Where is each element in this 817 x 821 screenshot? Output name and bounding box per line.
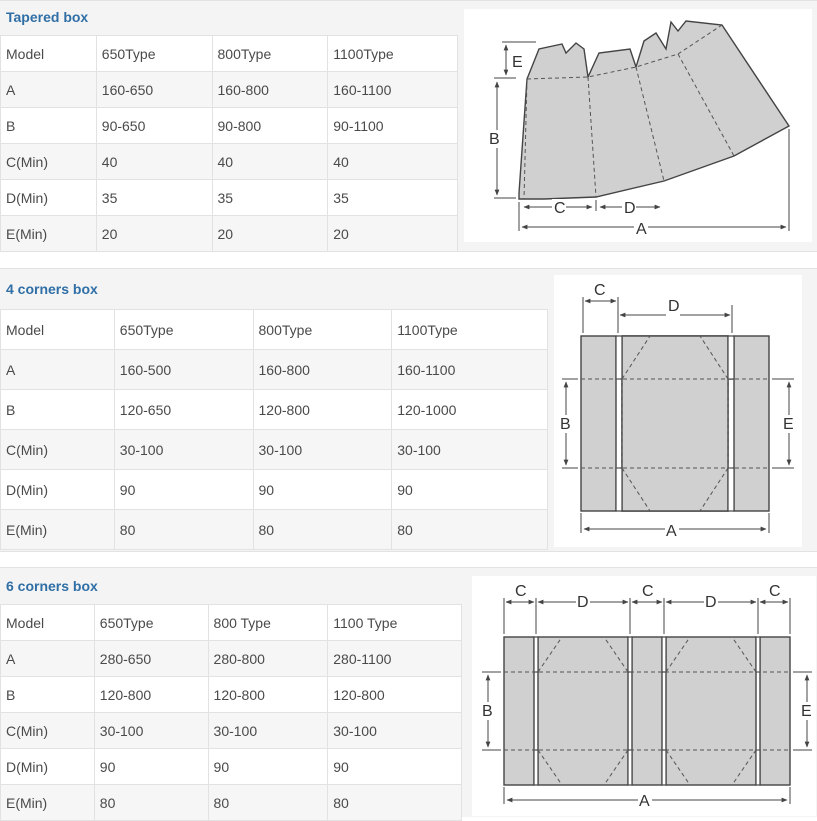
dimension-label-a: A <box>639 793 650 810</box>
dimension-label-b: B <box>482 703 493 720</box>
table-cell: 30-100 <box>392 430 548 470</box>
table-cell: 30-100 <box>208 713 328 749</box>
table-cell: 35 <box>96 180 212 216</box>
header-cell: Model <box>1 605 95 641</box>
row-label: B <box>1 390 115 430</box>
table-cell: 35 <box>212 180 328 216</box>
table-cell: 30-100 <box>253 430 392 470</box>
dimension-label-b: B <box>560 416 571 433</box>
row-label: D(Min) <box>1 470 115 510</box>
table-cell: 160-650 <box>96 72 212 108</box>
panel-c-left <box>504 637 534 785</box>
table-cell: 90 <box>328 749 462 785</box>
tapered-box-outline <box>519 21 789 199</box>
header-cell: 800 Type <box>208 605 328 641</box>
table-cell: 160-800 <box>212 72 328 108</box>
table-cell: 160-1100 <box>328 72 458 108</box>
header-cell: 650Type <box>94 605 208 641</box>
table-cell: 90 <box>114 470 253 510</box>
table-cell: 80 <box>328 785 462 821</box>
table-cell: 30-100 <box>114 430 253 470</box>
row-label: A <box>1 350 115 390</box>
dimension-label-d: D <box>705 594 717 611</box>
panel-d-left <box>538 637 628 785</box>
table-cell: 80 <box>94 785 208 821</box>
dimension-label-c: C <box>642 583 654 600</box>
table-row <box>1 677 462 713</box>
panel-c-right <box>760 637 790 785</box>
table-cell: 30-100 <box>94 713 208 749</box>
section-title: Tapered box <box>6 9 89 25</box>
header-cell: 800Type <box>212 36 328 72</box>
table-header-row <box>1 36 458 72</box>
table-cell: 280-1100 <box>328 641 462 677</box>
row-label: D(Min) <box>1 749 95 785</box>
table-row <box>1 430 548 470</box>
section-title: 6 corners box <box>6 578 98 594</box>
table-row <box>1 470 548 510</box>
table-row <box>1 72 458 108</box>
table-cell: 90-650 <box>96 108 212 144</box>
four-corners-spec-table <box>0 309 548 550</box>
tapered-box-diagram <box>464 9 812 242</box>
table-cell: 80 <box>253 510 392 550</box>
tapered-box-section <box>0 0 817 252</box>
four-corners-box-section <box>0 268 817 552</box>
row-label: C(Min) <box>1 713 95 749</box>
header-cell: Model <box>1 36 97 72</box>
row-label: A <box>1 72 97 108</box>
four-corners-box-drawing <box>554 275 802 547</box>
header-cell: 650Type <box>114 310 253 350</box>
table-cell: 80 <box>392 510 548 550</box>
tapered-box-drawing <box>464 9 812 242</box>
table-cell: 120-800 <box>328 677 462 713</box>
dimension-label-b: B <box>489 131 500 148</box>
right-flap <box>734 336 769 511</box>
table-cell: 280-800 <box>208 641 328 677</box>
row-label: C(Min) <box>1 430 115 470</box>
table-row <box>1 641 462 677</box>
dimension-label-e: E <box>783 416 794 433</box>
dimension-label-d: D <box>668 298 680 315</box>
table-cell: 40 <box>212 144 328 180</box>
header-cell: 1100Type <box>392 310 548 350</box>
dimension-label-d: D <box>624 200 636 217</box>
table-row <box>1 749 462 785</box>
header-cell: 650Type <box>96 36 212 72</box>
row-label: D(Min) <box>1 180 97 216</box>
row-label: E(Min) <box>1 510 115 550</box>
dimension-label-c: C <box>554 200 566 217</box>
dimension-label-a: A <box>666 523 677 540</box>
table-cell: 40 <box>328 144 458 180</box>
row-label: E(Min) <box>1 216 97 252</box>
header-cell: Model <box>1 310 115 350</box>
table-cell: 120-1000 <box>392 390 548 430</box>
table-row <box>1 785 462 821</box>
dimension-label-e: E <box>512 54 523 71</box>
header-cell: 1100Type <box>328 36 458 72</box>
dimension-label-e: E <box>801 703 812 720</box>
dimension-label-a: A <box>636 221 647 238</box>
row-label: C(Min) <box>1 144 97 180</box>
table-cell: 90-800 <box>212 108 328 144</box>
table-row <box>1 216 458 252</box>
table-cell: 160-500 <box>114 350 253 390</box>
table-cell: 120-650 <box>114 390 253 430</box>
table-header-row <box>1 605 462 641</box>
panel-c-middle <box>632 637 662 785</box>
panel-d-right <box>666 637 756 785</box>
table-cell: 20 <box>328 216 458 252</box>
table-row <box>1 510 548 550</box>
table-cell: 40 <box>96 144 212 180</box>
table-cell: 35 <box>328 180 458 216</box>
table-row <box>1 713 462 749</box>
tapered-box-spec-table <box>0 35 458 252</box>
row-label: E(Min) <box>1 785 95 821</box>
six-corners-box-diagram <box>472 576 816 816</box>
table-cell: 160-1100 <box>392 350 548 390</box>
table-cell: 20 <box>96 216 212 252</box>
four-corners-box-diagram <box>554 275 802 547</box>
six-corners-box-section <box>0 567 817 817</box>
row-label: B <box>1 108 97 144</box>
table-cell: 80 <box>114 510 253 550</box>
table-cell: 30-100 <box>328 713 462 749</box>
table-row <box>1 350 548 390</box>
six-corners-box-drawing <box>472 576 816 816</box>
dimension-label-d: D <box>577 594 589 611</box>
row-label: A <box>1 641 95 677</box>
dimension-label-c: C <box>769 583 781 600</box>
table-cell: 90 <box>94 749 208 785</box>
table-cell: 120-800 <box>253 390 392 430</box>
section-title: 4 corners box <box>6 281 98 297</box>
table-cell: 160-800 <box>253 350 392 390</box>
table-cell: 80 <box>208 785 328 821</box>
dimension-label-c: C <box>594 282 606 299</box>
table-cell: 90-1100 <box>328 108 458 144</box>
table-row <box>1 144 458 180</box>
table-header-row <box>1 310 548 350</box>
table-cell: 90 <box>253 470 392 510</box>
table-cell: 120-800 <box>208 677 328 713</box>
header-cell: 1100 Type <box>328 605 462 641</box>
six-corners-spec-table <box>0 604 462 821</box>
table-cell: 90 <box>208 749 328 785</box>
table-row <box>1 390 548 430</box>
header-cell: 800Type <box>253 310 392 350</box>
table-cell: 90 <box>392 470 548 510</box>
table-row <box>1 108 458 144</box>
dimension-label-c: C <box>515 583 527 600</box>
row-label: B <box>1 677 95 713</box>
table-row <box>1 180 458 216</box>
table-cell: 120-800 <box>94 677 208 713</box>
table-cell: 20 <box>212 216 328 252</box>
left-flap <box>581 336 616 511</box>
table-cell: 280-650 <box>94 641 208 677</box>
